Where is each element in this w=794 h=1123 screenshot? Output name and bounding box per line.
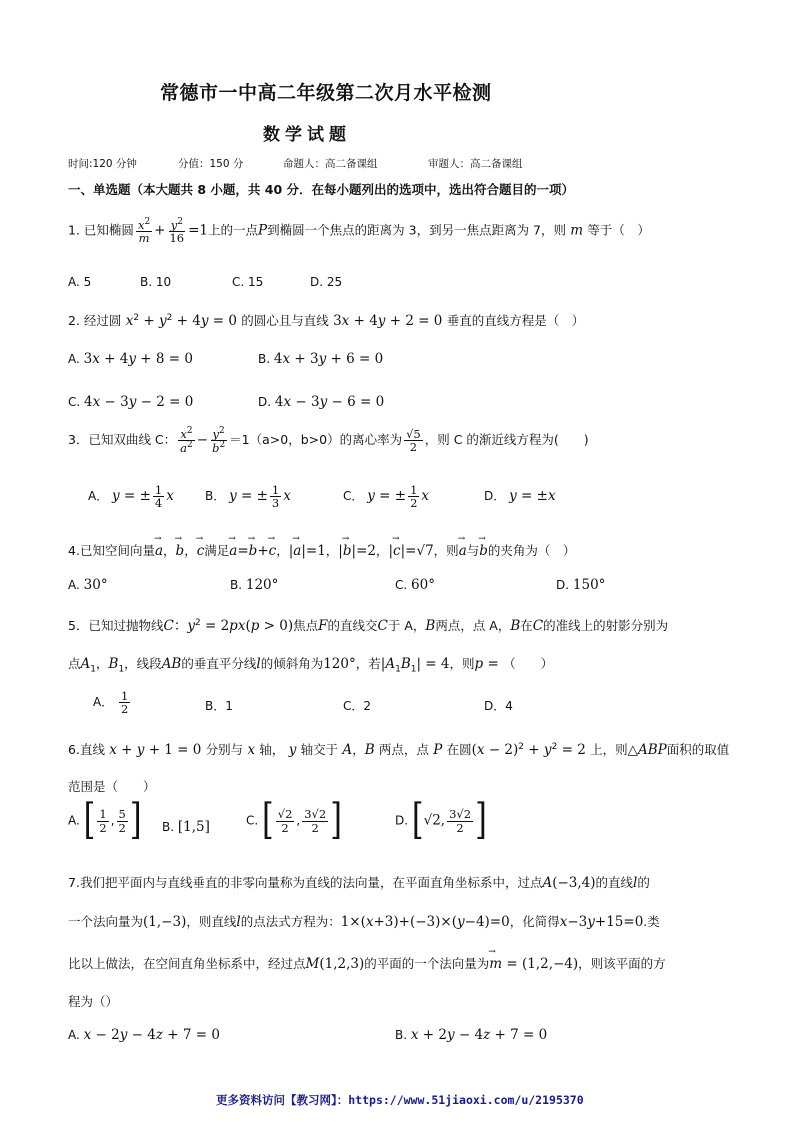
question-3: 3．已知双曲线 C： $\frac{x^2}{a^2}$ − $\frac{y^2}{b^2}$ ＝1（a>0，b>0）的离心率为 $\frac{√5}{2}$ ，则 C 的渐近线方程为( ) xyxy=(68,426,589,455)
q4-option-a: A. 30° xyxy=(68,577,108,593)
q7-option-b: B. x + 2y − 4z + 7 = 0 xyxy=(395,1027,548,1043)
question-7-line3: 比以上做法，在空间直角坐标系中，经过点M(1,2,3)的平面的一个法向量为→ m = (1,2,−4)，则该平面的方 xyxy=(68,954,666,972)
question-7-line1: 7.我们把平面内与直线垂直的非零向量称为直线的法向量，在平面直角坐标系中，过点A(−3,4)的直线l的 xyxy=(68,875,650,891)
q3-option-b: B． y = ± $\frac{1}{3}$ x xyxy=(205,483,291,511)
question-6-line2: 范围是（ ） xyxy=(68,779,156,794)
q5-option-c: C．2 xyxy=(343,699,372,713)
q2-option-d: D. 4x − 3y − 6 = 0 xyxy=(258,394,385,410)
q2-option-b: B. 4x + 3y + 6 = 0 xyxy=(258,351,384,367)
question-4: 4.已知空间向量→ a，→ b，→ c满足→ a=→ b+→ c，|→ a|=1，|→ b|=2，|→ c|=√7，则→ a与→ b的夹角为（ ） xyxy=(68,541,575,559)
question-7-line4: 程为（） xyxy=(68,994,119,1009)
q6-option-c: C. [ $\frac{√2}{2}$ , $\frac{3√2}{2}$ ] xyxy=(246,795,342,845)
exam-time: 时间:120 分钟 xyxy=(68,158,137,170)
q4-option-d: D. 150° xyxy=(556,577,606,593)
q1-option-a: A. 5 xyxy=(68,275,92,289)
q6-option-a: A. [ $\frac{1}{2}$ , $\frac{5}{2}$ ] xyxy=(68,795,142,845)
q4-option-b: B. 120° xyxy=(230,577,279,593)
page-subtitle: 数学试题 xyxy=(263,125,351,145)
q2-option-c: C. 4x − 3y − 2 = 0 xyxy=(68,394,194,410)
q2-option-a: A. 3x + 4y + 8 = 0 xyxy=(68,351,193,367)
exam-reviewer: 审题人：高二备课组 xyxy=(428,158,523,170)
q1-option-c: C. 15 xyxy=(232,275,264,289)
question-5-line2: 点$A_1$，$B_1$，线段AB的垂直平分线l的倾斜角为120°，若$|A_1B_1| = 4$，则p = （ ） xyxy=(68,656,554,675)
q5-option-b: B．1 xyxy=(205,699,233,713)
page-title: 常德市一中高二年级第二次月水平检测 xyxy=(160,82,492,104)
q5-option-d: D．4 xyxy=(484,699,513,713)
q3-option-d: D． y = ±x xyxy=(484,488,556,504)
question-6: 6.直线 x + y + 1 = 0 分别与 x 轴， y 轴交于 A，B 两点，点 P 在圆$(x - 2)^2 + y^2 = 2$ 上，则△ABP面积的取值 xyxy=(68,741,730,758)
q7-option-a: A. x − 2y − 4z + 7 = 0 xyxy=(68,1027,220,1043)
footer-link[interactable]: 更多资料访问【教习网】：https://www.51jiaoxi.com/u/2195370 xyxy=(216,1093,584,1107)
q1-option-d: D. 25 xyxy=(310,275,343,289)
section-heading: 一、单选题（本大题共 8 小题，共 40 分．在每小题列出的选项中，选出符合题目的一项） xyxy=(68,182,575,197)
q4-option-c: C. 60° xyxy=(395,577,435,593)
question-2: 2. 经过圆 $x^2 + y^2 + 4y = 0$ 的圆心且与直线 3x + 4y + 2 = 0 垂直的直线方程是（ ） xyxy=(68,312,585,329)
q1-option-b: B. 10 xyxy=(140,275,172,289)
question-7-line2: 一个法向量为(1,−3)，则直线l的点法式方程为：1×(x+3)+(−3)×(y−4)=0，化简得x−3y+15=0.类 xyxy=(68,914,660,930)
q6-option-d: D. [√2, $\frac{3√2}{2}$ ] xyxy=(395,795,487,845)
exam-author: 命题人：高二备课组 xyxy=(283,158,378,170)
question-5: 5．已知过抛物线C：$y^2 = 2px(p > 0)$焦点F的直线交C于 A，B两点，点 A，B在C的准线上的射影分别为 xyxy=(68,617,669,634)
q3-option-a: A． y = ± $\frac{1}{4}$ x xyxy=(88,483,174,511)
exam-score: 分值：150 分 xyxy=(178,158,244,170)
q3-option-c: C． y = ± $\frac{1}{2}$ x xyxy=(343,483,430,511)
q6-option-b: B. [1,5] xyxy=(162,819,210,835)
question-1: 1. 已知椭圆 $\frac{x^2}{m}$ + $\frac{y^2}{16}$ =1上的一点P到椭圆一个焦点的距离为 3，到另一焦点距离为 7，则 m 等于（ ） xyxy=(68,217,650,245)
q5-option-a: A． $\frac{1}{2}$ xyxy=(93,689,129,717)
